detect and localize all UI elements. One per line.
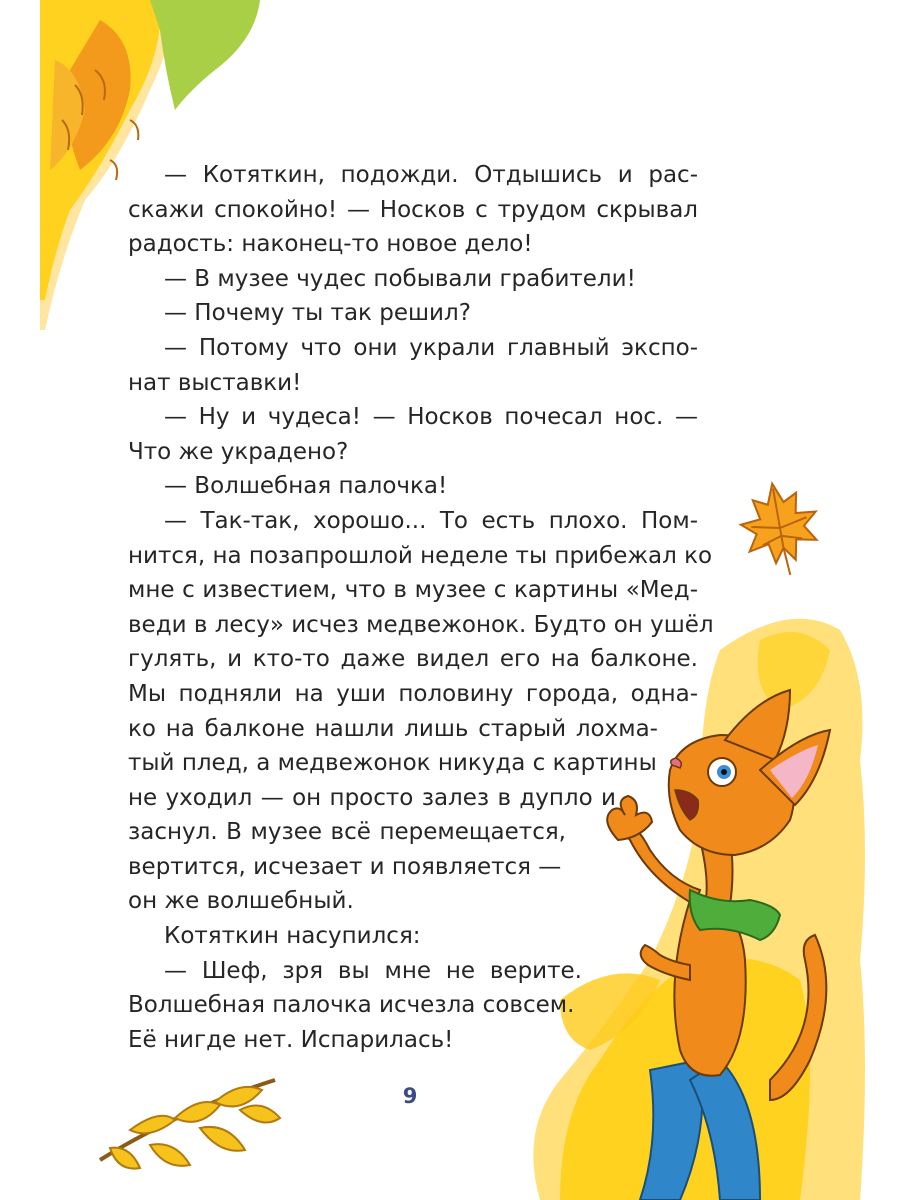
text-line: тый плед, а медвежонок никуда с картины (128, 750, 657, 777)
text-line: — Так-так, хорошо... То есть плохо. Пом- (164, 507, 698, 534)
text-line: — Ну и чудеса! — Носков почесал нос. — (164, 404, 698, 431)
text-line: нат выставки! (128, 369, 302, 396)
text-line: ко на балконе нашли лишь старый лохма- (128, 715, 658, 742)
story-text (128, 158, 714, 1057)
text-line: — Котяткин, подожди. Отдышись и рас- (164, 162, 698, 188)
text-line: — Потому что они украли главный экспо- (164, 334, 698, 361)
text-line: Мы подняли на уши половину города, одна- (128, 680, 698, 707)
text-line: мне с известием, что в музее с картины «Мед- (128, 577, 698, 604)
text-line: он же волшебный. (128, 888, 354, 915)
text-line: не уходил — он просто залез в дупло и (128, 784, 616, 811)
text-line: Её нигде нет. Испарилась! (128, 1026, 454, 1053)
text-line: — В музее чудес побывали грабители! (164, 265, 636, 292)
text-line: гулять, и кто-то даже видел его на балконе. (128, 646, 698, 673)
leafy-branch (100, 1080, 280, 1169)
text-line: — Шеф, зря вы мне не верите. (164, 957, 582, 984)
text-line: — Волшебная палочка! (164, 473, 448, 500)
text-line: Что же украдено? (128, 438, 349, 465)
text-line: заснул. В музее всё перемещается, (128, 819, 566, 846)
maple-leaf (735, 477, 826, 582)
text-line: Волшебная палочка исчезла совсем. (128, 992, 575, 1019)
text-line: — Почему ты так решил? (164, 300, 471, 327)
text-line: Котяткин насупился: (164, 923, 421, 950)
text-line: нится, на позапрошлой неделе ты прибежал ко (128, 542, 713, 569)
text-line: веди в лесу» исчез медвежонок. Будто он ушёл (128, 611, 714, 638)
text-line: скажи спокойно! — Носков с трудом скрывал (128, 196, 698, 223)
text-line: радость: наконец-то новое дело! (128, 231, 533, 258)
text-line: вертится, исчезает и появляется — (128, 853, 562, 880)
page-number: 9 (402, 1084, 418, 1108)
